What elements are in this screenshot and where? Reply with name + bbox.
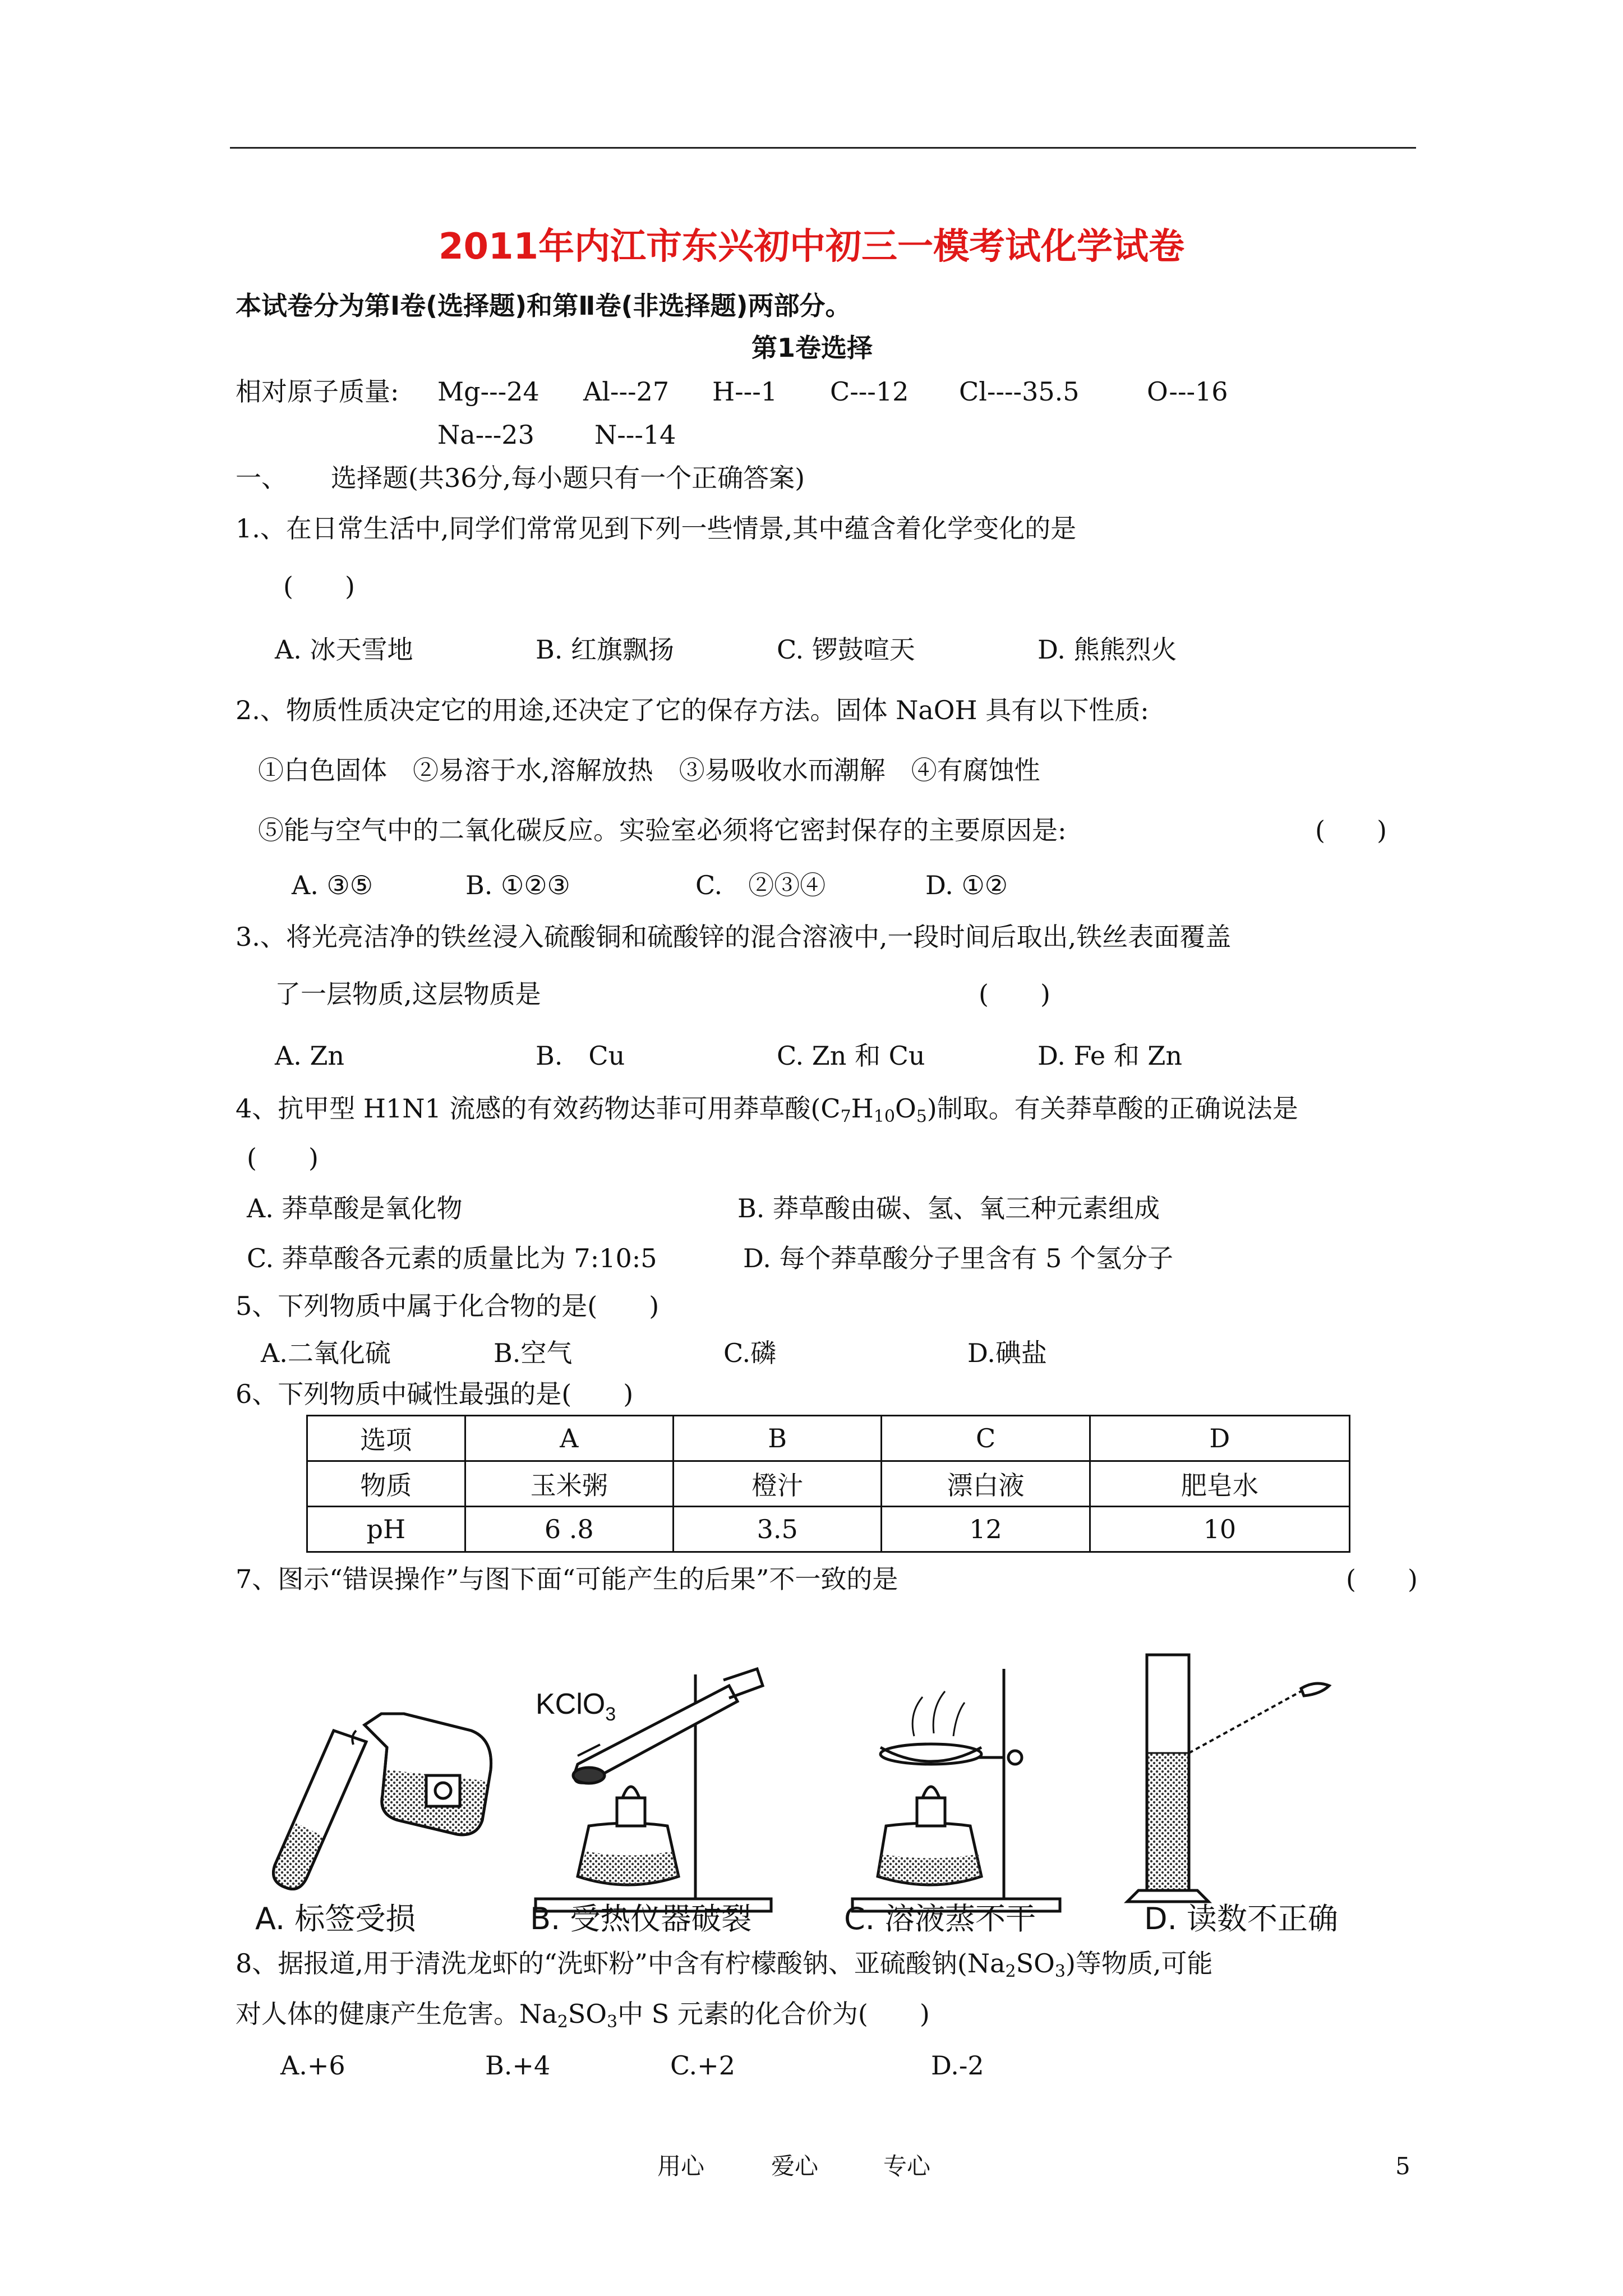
table-cell: C [882, 1416, 1090, 1461]
q7-caption-a: A. 标签受损 [255, 1901, 416, 1936]
atomic-mass-item: Mg---24 [437, 376, 540, 407]
q3-option: B. Cu [536, 1041, 625, 1071]
table-cell: 玉米粥 [465, 1461, 673, 1507]
q7-caption-b: B. 受热仪器破裂 [530, 1901, 752, 1936]
q3-line2: 了一层物质,这层物质是 [275, 979, 541, 1009]
atomic-mass-item: Na---23 [437, 420, 534, 450]
table-cell: B [673, 1416, 881, 1461]
q1-option: D. 熊熊烈火 [1038, 634, 1177, 665]
graduated-cylinder-figure [1127, 1655, 1329, 1902]
q8-option: A.+6 [280, 2050, 345, 2081]
q3-option: D. Fe 和 Zn [1038, 1041, 1182, 1071]
q4-formula: $C_7H_{10}O_5$ [820, 1093, 927, 1126]
kclo3-label: KClO$_3$ [536, 1688, 616, 1725]
evaporating-dish-figure [852, 1669, 1060, 1911]
q2-option: A. ③⑤ [292, 870, 373, 900]
table-row [307, 1461, 1350, 1507]
q3-option: C. Zn 和 Cu [777, 1041, 925, 1071]
table-cell: 橙汁 [673, 1461, 881, 1507]
q6-ph-table [306, 1415, 1350, 1553]
q2-option: B. ①②③ [465, 870, 570, 900]
atomic-mass-item: Cl----35.5 [959, 376, 1080, 407]
q1-option: A. 冰天雪地 [275, 634, 413, 665]
q3-answer-paren: ( ) [979, 979, 1050, 1009]
page-number: 5 [1395, 2152, 1410, 2180]
table-cell: 选项 [307, 1416, 465, 1461]
footer-word: 专心 [883, 2152, 931, 2180]
q8-option: B.+4 [485, 2050, 551, 2081]
pouring-liquid-figure [274, 1714, 491, 1889]
q5-option: C.磷 [723, 1338, 777, 1368]
q7-stem: 7、图示“错误操作”与图下面“可能产生的后果”不一致的是 [236, 1564, 898, 1594]
table-cell: 10 [1090, 1507, 1349, 1552]
q6-stem: 6、下列物质中碱性最强的是( ) [236, 1379, 634, 1409]
table-row [307, 1507, 1350, 1552]
table-cell: 6 .8 [465, 1507, 673, 1552]
q1-option: B. 红旗飘扬 [536, 634, 675, 665]
q1-answer-paren: ( ) [283, 571, 355, 601]
atomic-mass-item: H---1 [712, 376, 778, 407]
header-rule [230, 147, 1416, 149]
q7-lab-illustration [236, 1635, 1360, 1938]
q2-properties: ①白色固体 ②易溶于水,溶解放热 ③易吸收水而潮解 ④有腐蚀性 [258, 755, 1040, 785]
part-one-heading: 选择题(共36分,每小题只有一个正确答案) [331, 463, 805, 493]
q5-stem: 5、下列物质中属于化合物的是( ) [236, 1291, 660, 1321]
atomic-mass-item: N---14 [594, 420, 676, 450]
q4-option: C. 莽草酸各元素的质量比为 7:10:5 [247, 1243, 657, 1273]
q8-line1: 8、据报道,用于清洗龙虾的“洗虾粉”中含有柠檬酸钠、亚硫酸钠$(Na_2SO_3)$等物质,可能 [236, 1948, 1213, 1981]
footer-word: 用心 [657, 2152, 705, 2180]
q7-caption-d: D. 读数不正确 [1144, 1901, 1338, 1936]
q4-option: B. 莽草酸由碳、氢、氧三种元素组成 [737, 1193, 1160, 1223]
q4-option: D. 每个莽草酸分子里含有 5 个氢分子 [743, 1243, 1173, 1273]
q5-option: D.碘盐 [967, 1338, 1047, 1368]
q2-answer-paren: ( ) [1315, 815, 1387, 845]
q8-line2: 对人体的健康产生危害。$Na_2SO_3$中 S 元素的化合价为( ) [236, 1999, 930, 2032]
q3-stem: 3.、将光亮洁净的铁丝浸入硫酸铜和硫酸锌的混合溶液中,一段时间后取出,铁丝表面覆盖 [236, 922, 1232, 952]
atomic-mass-item: Al---27 [583, 376, 670, 407]
q2-stem: 2.、物质性质决定它的用途,还决定了它的保存方法。固体 NaOH 具有以下性质: [236, 695, 1149, 725]
q7-answer-paren: ( ) [1346, 1564, 1418, 1594]
q4-stem: 4、抗甲型 H1N1 流感的有效药物达菲可用莽草酸$(C_7H_{10}O_5)$制取。有关莽草酸的正确说法是 [236, 1093, 1298, 1126]
section-heading: 第1卷选择 [751, 333, 873, 363]
table-cell: 12 [882, 1507, 1090, 1552]
heating-kclo3-figure [536, 1669, 771, 1911]
q4-option: A. 莽草酸是氧化物 [247, 1193, 463, 1223]
table-cell: D [1090, 1416, 1349, 1461]
q2-line3: ⑤能与空气中的二氧化碳反应。实验室必须将它密封保存的主要原因是: [258, 815, 1067, 845]
atomic-mass-item: C---12 [830, 376, 909, 407]
q5-option: B.空气 [494, 1338, 573, 1368]
table-cell: pH [307, 1507, 465, 1552]
atomic-mass-item: O---16 [1147, 376, 1228, 407]
atomic-mass-label: 相对原子质量: [236, 376, 399, 407]
q2-option: D. ①② [925, 870, 1008, 900]
q2-option: C. ②③④ [695, 870, 826, 900]
table-cell: 物质 [307, 1461, 465, 1507]
table-row [307, 1416, 1350, 1461]
q7-caption-c: C. 溶液蒸不干 [844, 1901, 1036, 1936]
table-cell: 肥皂水 [1090, 1461, 1349, 1507]
q3-option: A. Zn [275, 1041, 345, 1071]
q1-stem: 1.、在日常生活中,同学们常常见到下列一些情景,其中蕴含着化学变化的是 [236, 513, 1077, 544]
q8-option: C.+2 [670, 2050, 735, 2081]
page-title: 2011年内江市东兴初中初三一模考试化学试卷 [438, 226, 1185, 268]
table-cell: 漂白液 [882, 1461, 1090, 1507]
q8-option: D.-2 [931, 2050, 984, 2081]
table-cell: A [465, 1416, 673, 1461]
part-one-number: 一、 [236, 463, 287, 493]
q5-option: A.二氧化硫 [261, 1338, 391, 1368]
intro-text: 本试卷分为第Ⅰ卷(选择题)和第Ⅱ卷(非选择题)两部分。 [236, 291, 851, 321]
footer-word: 爱心 [771, 2152, 819, 2180]
q4-answer-paren: ( ) [247, 1143, 319, 1173]
q1-option: C. 锣鼓喧天 [777, 634, 915, 665]
table-cell: 3.5 [673, 1507, 881, 1552]
